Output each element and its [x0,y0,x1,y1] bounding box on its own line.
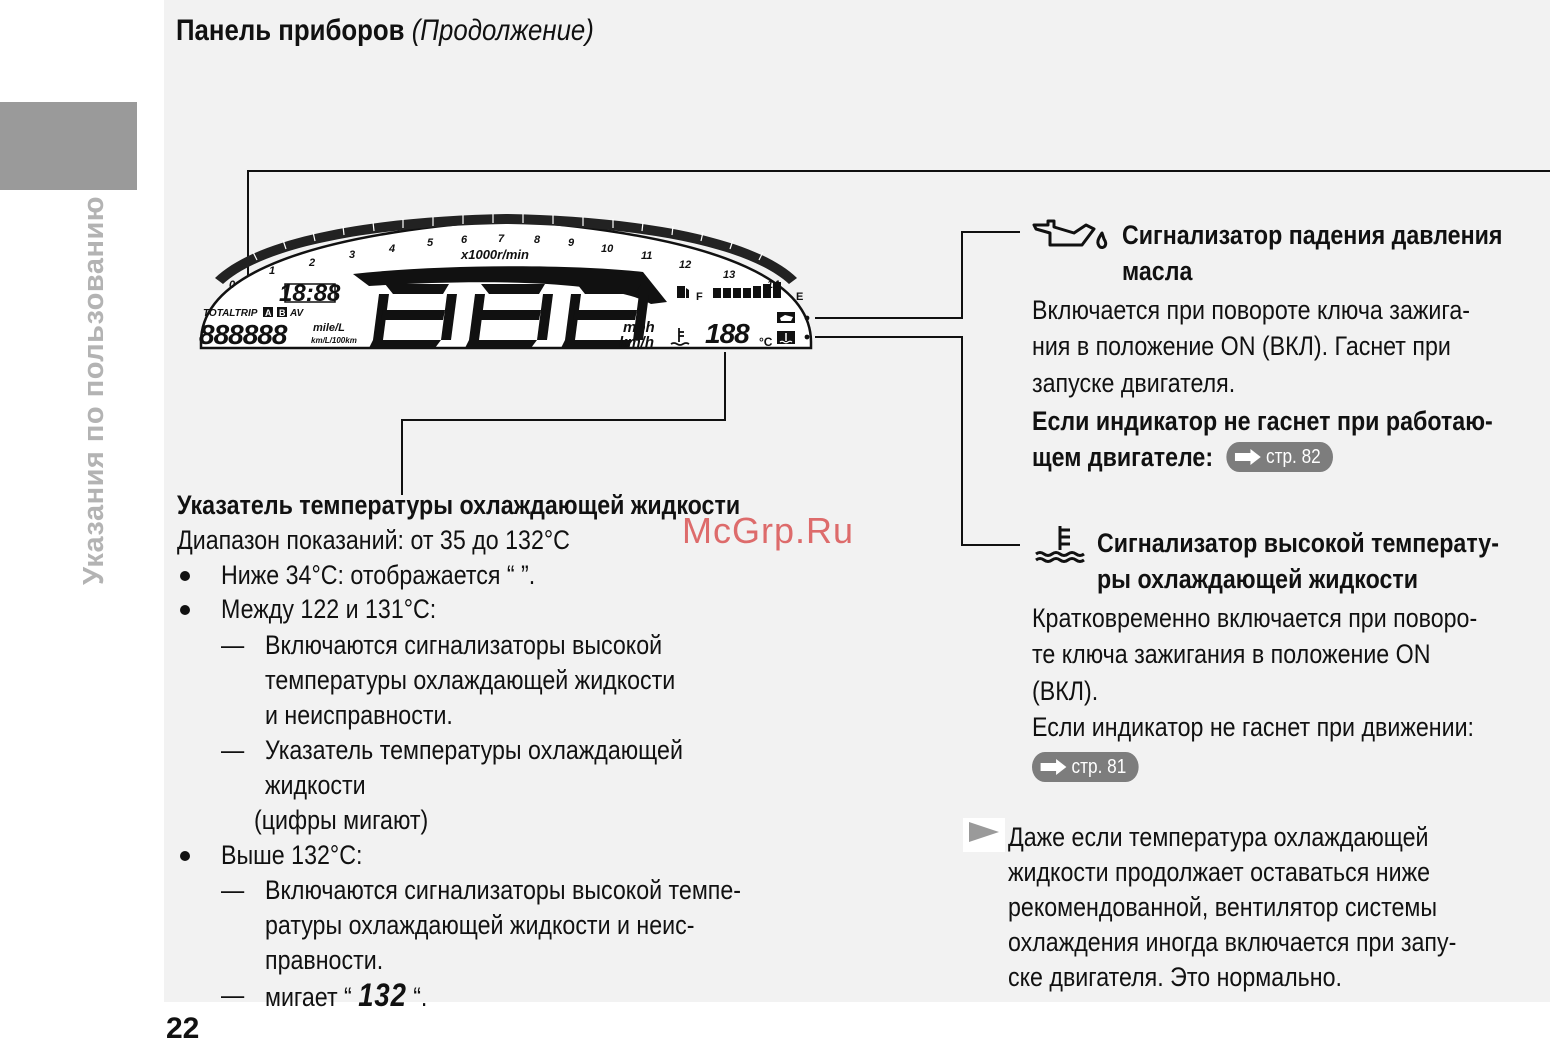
hightemp-body-3: (ВКЛ). [1032,676,1099,706]
tach-num: 9 [568,237,575,249]
dash: — [221,980,245,1010]
gauge-b3-dash2 [265,978,427,1015]
trip-label: TOTALTRIP [203,308,258,319]
hightemp-lamp-small-icon [777,331,795,344]
rpm-unit: x1000r/min [461,247,529,262]
gauge-title: Указатель температуры охлаждающей жидкости [177,490,741,520]
tach-num: 2 [309,257,316,269]
blink-text-post: “. [413,982,428,1012]
km-unit: km/L/100km [311,336,357,345]
gauge-bullet-2: Между 122 и 131°C: [221,594,437,624]
oil-title-2: масла [1122,256,1193,286]
gauge-b2-dash1-l1: Включаются сигнализаторы высокой [265,630,663,660]
hightemp-body-2: те ключа зажигания в положение ON [1032,639,1431,669]
gauge-b2-dash1-l3: и неисправности. [265,700,453,730]
gauge-b2-dash2-l2: жидкости [265,770,366,800]
tach-num: 8 [534,234,541,246]
hightemp-body-4: Если индикатор не гаснет при движении: [1032,712,1474,742]
oil-pressure-icon [1030,215,1110,255]
trip-a: A [265,308,272,318]
trip-b: B [279,308,286,318]
bullet [180,605,190,615]
gauge-b3-dash1-l3: правности. [265,945,384,975]
hightemp-title-2: ры охлаждающей жидкости [1097,564,1419,594]
hightemp-body-1: Кратковременно включается при поворо- [1032,603,1478,633]
tach-num: 4 [389,243,396,255]
watermark-text: McGrp.Ru [682,510,855,551]
oil-title-1: Сигнализатор падения давления [1122,220,1503,250]
hightemp-page-ref-text: стр. 81 [1071,756,1127,778]
note-flag-icon [963,818,1005,852]
trip-av: AV [290,308,304,319]
tach-num: 10 [601,243,614,255]
tach-num: 13 [723,269,736,281]
bullet [180,571,190,581]
fuel-full-label: F [696,291,703,303]
oil-warning-1: Если индикатор не гаснет при работаю- [1032,406,1493,436]
gauge-b2-dash2-l1: Указатель температуры охлаждающей [265,735,683,765]
gauge-b2-dash2-l3: (цифры мигают) [254,805,429,835]
tach-num: 12 [679,259,692,271]
gauge-b3-dash1-l2: ратуры охлаждающей жидкости и неис- [265,910,695,940]
arrow-right-icon [1039,759,1068,775]
page-title-main: Панель приборов [176,14,405,47]
tach-num: 1 [269,265,276,277]
oil-page-ref-link[interactable] [1226,442,1332,472]
gauge-bullet-3: Выше 132°C: [221,840,363,870]
hightemp-title-1: Сигнализатор высокой температу- [1097,528,1499,558]
hightemp-page-ref-link[interactable] [1032,752,1138,782]
arrow-right-icon [1233,449,1262,465]
kmh-unit: km/h [619,334,655,351]
note-line-2: жидкости продолжает оставаться ниже [1008,857,1431,887]
coolant-temp-icon [1030,522,1090,564]
note-line-3: рекомендованной, вентилятор системы [1008,892,1438,922]
dash: — [221,630,245,660]
clock-display: 18:88 [279,280,341,307]
gauge-b3-dash1-l1: Включаются сигнализаторы высокой темпе- [265,875,742,905]
tach-num: 5 [427,237,434,249]
tach-num: 0 [229,279,236,291]
hightemp-ref-row [1032,750,1138,785]
instrument-cluster [193,212,819,354]
side-section-label: Указания по пользованию [78,195,110,585]
oil-body-1: Включается при повороте ключа зажига- [1032,295,1470,325]
dash: — [221,735,245,765]
tach-num: 3 [349,249,356,261]
gauge-b2-dash1-l2: температуры охлаждающей жидкости [265,665,676,695]
fuel-empty-label: E [796,291,804,303]
blink-text-pre: мигает “ [265,982,352,1012]
note-line-1: Даже если температура охлаждающей [1008,822,1429,852]
oil-warning-2-text: щем двигателе: [1032,442,1214,472]
mph-unit: mph [623,319,655,336]
oil-body-3: запуске двигателя. [1032,368,1236,398]
tach-num: 7 [498,233,505,245]
celsius-unit: °C [759,335,773,349]
note-line-5: ске двигателя. Это нормально. [1008,962,1342,992]
oil-warning-2 [1032,440,1333,475]
note-line-4: охлаждения иногда включается при запу- [1008,927,1457,957]
page-number: 22 [166,1012,200,1045]
odometer-display: 888888 [199,319,287,350]
blink-digits: 132 [358,977,407,1013]
page-title [176,14,594,48]
gauge-bullet-1: Ниже 34°C: отображается “ ”. [221,560,536,590]
temp-digit-display: 188 [705,318,749,349]
gauge-range: Диапазон показаний: от 35 до 132°C [177,525,570,555]
page-title-continued: (Продолжение) [411,14,594,47]
mileage-unit: mile/L [313,322,345,334]
tach-num: 11 [641,250,653,262]
bullet [180,851,190,861]
oil-page-ref-text: стр. 82 [1265,446,1321,468]
tach-num: 6 [461,234,468,246]
oil-lamp-small-icon [777,312,795,323]
oil-body-2: ния в положение ON (ВКЛ). Гаснет при [1032,331,1451,361]
dash: — [221,875,245,905]
